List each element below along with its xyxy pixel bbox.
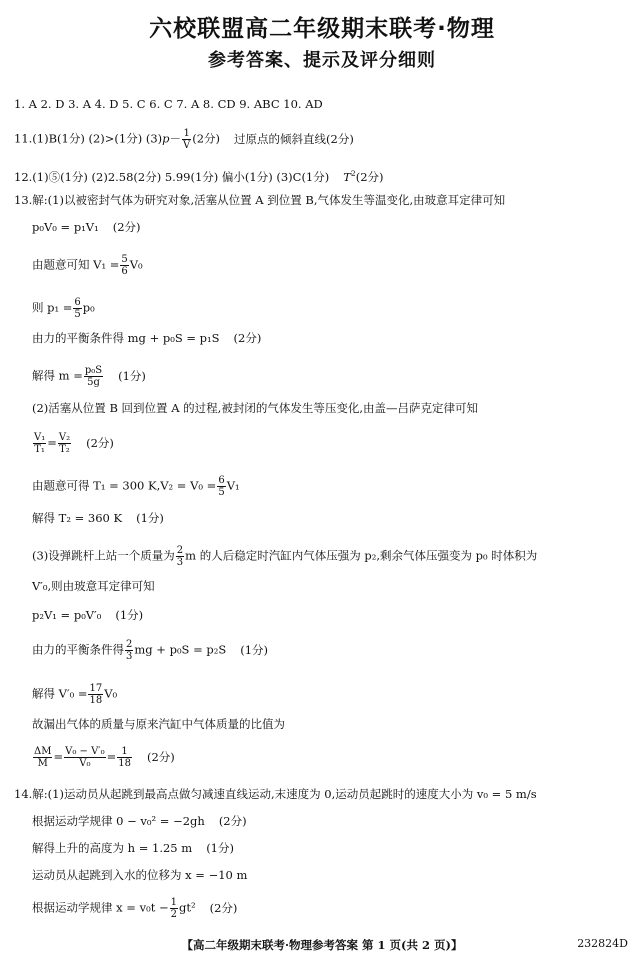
q13-line-14: 由力的平衡条件得 $\frac{2}{3}$ mg + p₀S = p₂S (1分) <box>32 639 269 662</box>
q13-line-1: 13.解:(1)以被密封气体为研究对象,活塞从位置 A 到位置 B,气体发生等温变化,由玻意耳定律可知 <box>14 193 506 207</box>
answer-12-sup: 2 <box>350 169 356 178</box>
q14-line-4: 运动员从起跳到入水的位移为 x = −10 m <box>32 868 248 882</box>
q13-line-10: 解得 T₂ = 360 K (1分) <box>32 511 164 525</box>
answer-12-t: T <box>343 169 351 184</box>
q13-fraction-8a: $\frac{\text{V₁}}{\text{T₁}}$ <box>34 432 46 455</box>
document-subtitle: 参考答案、提示及评分细则 <box>208 50 436 71</box>
answer-11-lead: 11.(1)B(1分) (2)>(1分) (3) <box>14 131 163 146</box>
q13-line-5: 由力的平衡条件得 mg + p₀S = p₁S (2分) <box>32 331 262 345</box>
q13-fraction-11: $\frac{2}{3}$ <box>176 545 184 568</box>
q13-line-6: 解得 m = $\frac{\text{p₀S}}{5g}$ (1分) <box>32 365 146 388</box>
q13-line-17: $\frac{\Delta M}{M}$ = $\frac{\text{V₀ − V′₀}}{\text{V₀}}$ = $\frac{1}{18}$ (2分) <box>34 746 175 769</box>
q13-line-12: V′₀,则由玻意耳定律可知 <box>32 579 155 593</box>
q13-line-7: (2)活塞从位置 B 回到位置 A 的过程,被封闭的气体发生等压变化,由盖—吕萨克定律可知 <box>32 401 478 415</box>
multiple-choice-answers: 1. A 2. D 3. A 4. D 5. C 6. C 7. A 8. CD 9. ABC 10. AD <box>14 97 323 111</box>
answer-11 <box>14 128 354 151</box>
q13-fraction-17b: $\frac{\text{V₀ − V′₀}}{\text{V₀}}$ <box>65 746 105 769</box>
q13-line-3: 由题意可知 V₁ = $\frac{5}{6}$ V₀ <box>32 254 143 277</box>
q13-fraction-4: $\frac{6}{5}$ <box>74 297 81 320</box>
answer-12-lead: 12.(1)⑤(1分) (2)2.58(2分) 5.99(1分) 偏小(1分) (3)C(1分) <box>14 169 330 184</box>
q13-fraction-15: $\frac{17}{18}$ <box>89 683 103 706</box>
answer-11-fraction: $\frac{1}{V}$ <box>183 128 191 151</box>
document-title: 六校联盟高二年级期末联考·物理 <box>149 16 495 42</box>
answer-11-minus: － <box>169 131 182 146</box>
q13-fraction-3: $\frac{5}{6}$ <box>121 254 128 277</box>
answer-12 <box>14 167 384 184</box>
q14-line-3: 解得上升的高度为 h = 1.25 m (1分) <box>32 841 234 855</box>
q14-line-2: 根据运动学规律 0 − v₀² = −2gh (2分) <box>32 814 247 828</box>
q13-line-15: 解得 V′₀ = $\frac{17}{18}$ V₀ <box>32 683 118 706</box>
answer-11-tail: 过原点的倾斜直线(2分) <box>234 131 354 146</box>
q13-line-8: $\frac{\text{V₁}}{\text{T₁}}$ = $\frac{\text{V₂}}{\text{T₂}}$ (2分) <box>34 432 114 455</box>
q13-fraction-6: $\frac{\text{p₀S}}{5g}$ <box>84 365 103 388</box>
q14-line-1: 14.解:(1)运动员从起跳到最高点做匀减速直线运动,末速度为 0,运动员起跳时的速度大小为 v₀ = 5 m/s <box>14 787 537 801</box>
q14-line-5: 根据运动学规律 x = v₀t − $\frac{1}{2}$ gt² (2分) <box>32 897 238 920</box>
answer-11-points: (2分) <box>192 131 221 146</box>
q13-fraction-9: $\frac{6}{5}$ <box>218 475 225 498</box>
document-code: 232824D <box>577 937 628 950</box>
answer-12-points: (2分) <box>355 169 384 184</box>
page-footer: 【高二年级期末联考·物理参考答案 第 1 页(共 2 页)】 <box>181 938 463 952</box>
q13-fraction-17c: $\frac{1}{18}$ <box>118 746 131 769</box>
q14-fraction-5: $\frac{1}{2}$ <box>170 897 177 920</box>
q13-fraction-14: $\frac{2}{3}$ <box>126 639 133 662</box>
q13-fraction-17a: $\frac{\Delta M}{M}$ <box>34 746 52 769</box>
q13-line-4: 则 p₁ = $\frac{6}{5}$ p₀ <box>32 297 95 320</box>
q13-line-16: 故漏出气体的质量与原来汽缸中气体质量的比值为 <box>32 717 285 731</box>
answer-11-p: p <box>162 131 170 146</box>
q13-line-9: 由题意可得 T₁ = 300 K,V₂ = V₀ = $\frac{6}{5}$ V₁ <box>32 475 240 498</box>
q13-line-2: p₀V₀ = p₁V₁ (2分) <box>32 220 141 234</box>
q13-fraction-8b: $\frac{\text{V₂}}{\text{T₂}}$ <box>58 432 71 455</box>
q13-line-11: (3)设弹跳杆上站一个质量为 $\frac{2}{3}$ m 的人后稳定时汽缸内气体压强为 p₂,剩余气体压强变为 p₀ 时体积为 <box>32 545 538 568</box>
q13-line-13: p₂V₁ = p₀V′₀ (1分) <box>32 608 144 622</box>
